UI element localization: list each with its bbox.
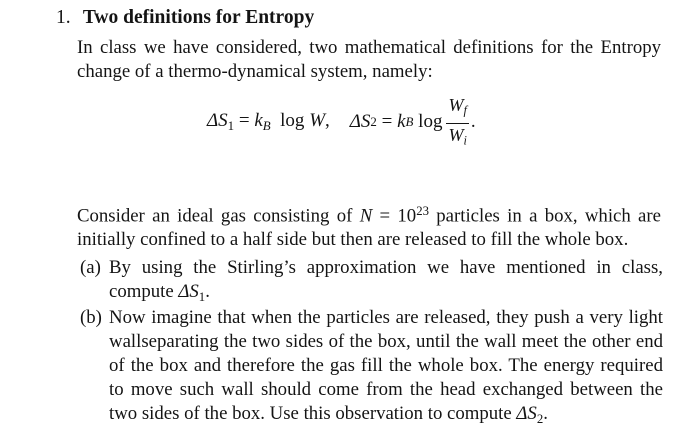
particle-count-exponent: 23 [416,204,429,218]
equation-2: ΔS 2 = k B log $\frac{W_f}{W_i}$ . [350,94,476,150]
entropy-equations [207,94,476,150]
particle-count-symbol: N [359,205,373,227]
part-b-label: (b) [80,307,102,328]
eq1-log: log [280,110,305,132]
fraction-numerator: $W_f$ [448,94,467,118]
eq1-w: W [309,110,326,132]
consider-paragraph: Consider an ideal gas consisting of $N = 10^{23}$ particles in a box, which are initially confined to a half side but then are released to fill the whole box. [77,204,661,251]
problem-number: 1. [56,7,71,28]
eq1-k: k [254,110,263,132]
equation-1: $\Delta S_1 = k_B$ log W, [207,110,330,133]
eq2-fraction [446,94,468,150]
eq2-delta-s-sub: 2 [370,114,377,129]
list-item [80,306,663,431]
problem-heading [56,6,314,30]
particle-count-base: 10 [397,205,417,227]
part-b-text: Now imagine that when the particles are released, they push a very light wallseparating the two sides of the box, until the wall meet the other end of the box and therefore the gas fill the whole box. The energy required to move such wall should come from the head exchanged between the two sides of the box. Use this observation to compute $\Delta S_2$. [109,307,663,426]
problem-title: Two definitions for Entropy [82,7,315,28]
intro-paragraph: In class we have considered, two mathematical definitions for the Entropy change of a thermo-dynamical system, namely: [77,37,661,82]
part-a-label: (a) [80,257,101,278]
part-a-text: By using the Stirling’s approximation we have mentioned in class, compute $\Delta S_1$. [109,257,663,304]
eq1-k-sub: B [262,117,271,133]
eq1-delta-s: ΔS [207,110,228,132]
eq2-k-sub: B [405,114,414,129]
list-item [80,256,663,309]
eq2-k: k [397,111,406,132]
fraction-denominator: $W_i$ [446,123,468,151]
eq1-delta-s-sub: 1 [227,117,235,133]
eq-end: . [470,111,476,132]
eq-separator: , [325,110,330,132]
eq2-log: log [418,111,443,132]
eq2-delta-s: ΔS [349,111,371,132]
